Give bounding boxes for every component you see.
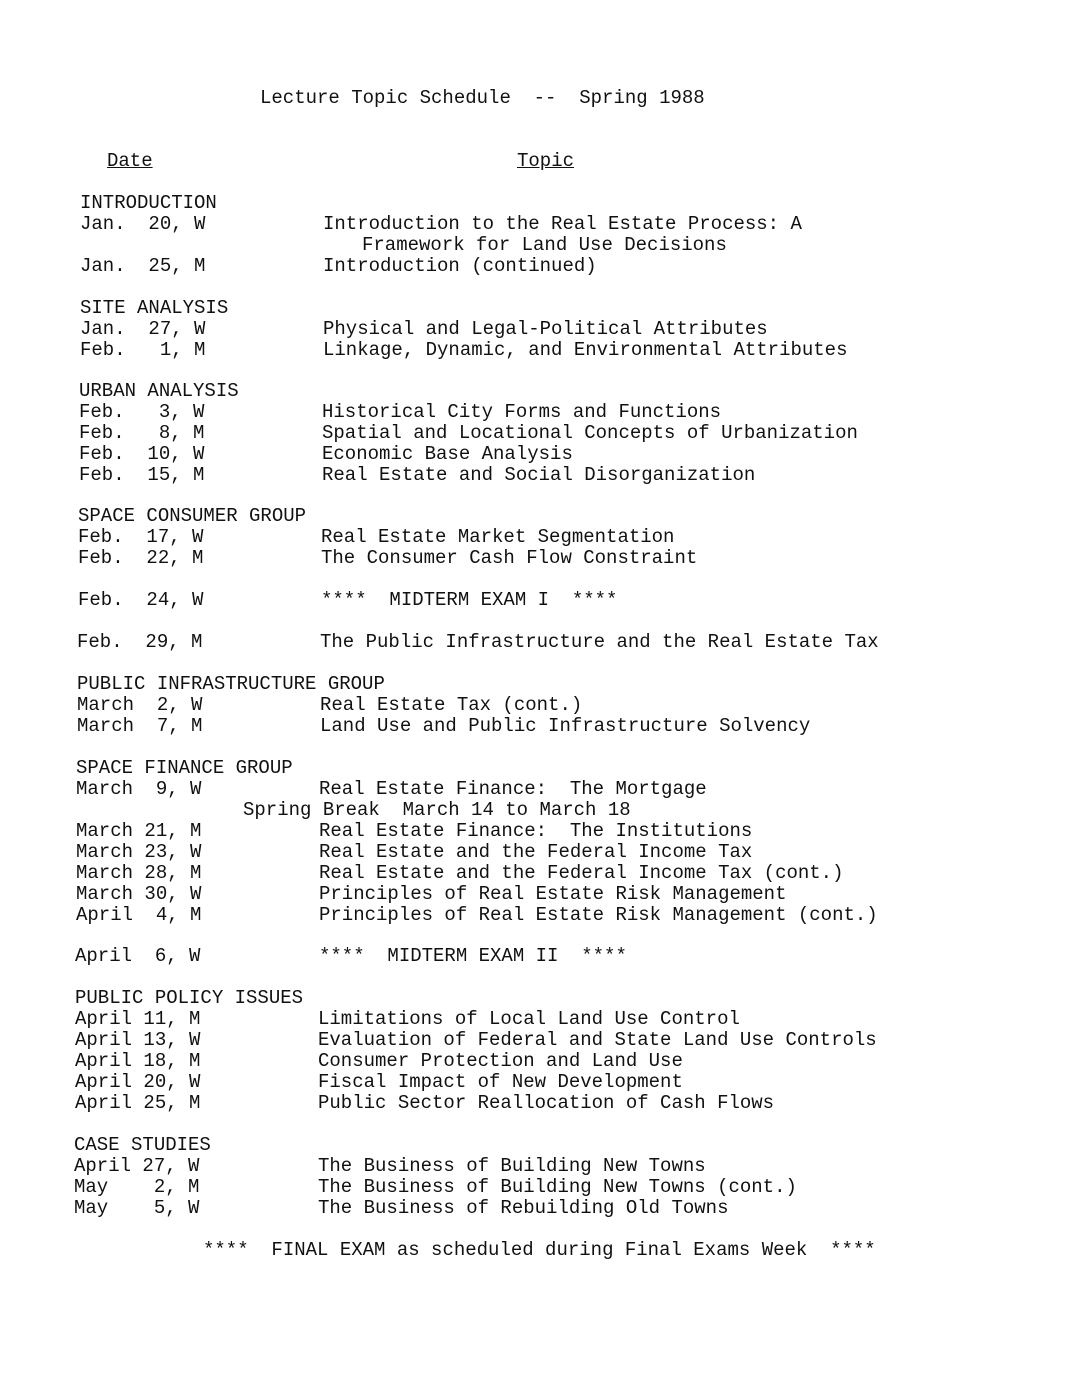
schedule-date: Feb. 10, W xyxy=(79,443,205,465)
schedule-date: April 6, W xyxy=(75,945,201,967)
schedule-topic: The Consumer Cash Flow Constraint xyxy=(321,547,698,569)
midterm-exam-notice: **** MIDTERM EXAM I **** xyxy=(321,589,618,611)
schedule-date: March 2, W xyxy=(77,694,203,716)
schedule-date: April 25, M xyxy=(75,1092,201,1114)
spring-break-notice: Spring Break March 14 to March 18 xyxy=(243,799,631,821)
section-heading-public-infrastructure-group: PUBLIC INFRASTRUCTURE GROUP xyxy=(77,673,385,695)
section-heading-public-policy-issues: PUBLIC POLICY ISSUES xyxy=(75,987,304,1009)
section-heading-introduction: INTRODUCTION xyxy=(80,192,217,214)
topic-column-header: Topic xyxy=(517,150,575,172)
schedule-date: Feb. 1, M xyxy=(80,339,206,361)
schedule-date: Jan. 25, M xyxy=(80,255,206,277)
schedule-topic: Real Estate Tax (cont.) xyxy=(320,694,583,716)
schedule-topic: Evaluation of Federal and State Land Use Controls xyxy=(318,1029,877,1051)
schedule-topic: Spatial and Locational Concepts of Urbanization xyxy=(322,422,858,444)
schedule-date: Feb. 29, M xyxy=(77,631,203,653)
schedule-date: Feb. 17, W xyxy=(78,526,204,548)
schedule-topic: Limitations of Local Land Use Control xyxy=(318,1008,740,1030)
page-title: Lecture Topic Schedule -- Spring 1988 xyxy=(260,87,705,109)
schedule-topic: Fiscal Impact of New Development xyxy=(318,1071,683,1093)
schedule-topic: Principles of Real Estate Risk Management xyxy=(319,883,787,905)
schedule-date: Jan. 20, W xyxy=(80,213,206,235)
schedule-topic: Historical City Forms and Functions xyxy=(322,401,722,423)
schedule-date: March 30, W xyxy=(76,883,202,905)
section-heading-space-consumer-group: SPACE CONSUMER GROUP xyxy=(78,505,307,527)
schedule-topic: Introduction to the Real Estate Process: A xyxy=(323,213,802,235)
schedule-topic: Physical and Legal-Political Attributes xyxy=(323,318,768,340)
schedule-topic: Real Estate Market Segmentation xyxy=(321,526,675,548)
schedule-topic: Real Estate Finance: The Mortgage xyxy=(319,778,707,800)
schedule-topic: Introduction (continued) xyxy=(323,255,597,277)
schedule-date: March 28, M xyxy=(76,862,202,884)
schedule-topic: Real Estate and the Federal Income Tax (cont.) xyxy=(319,862,844,884)
schedule-date: April 13, W xyxy=(75,1029,201,1051)
schedule-date: March 21, M xyxy=(76,820,202,842)
schedule-topic: Economic Base Analysis xyxy=(322,443,573,465)
schedule-topic: Linkage, Dynamic, and Environmental Attributes xyxy=(323,339,848,361)
schedule-topic-continuation: Framework for Land Use Decisions xyxy=(362,234,727,256)
schedule-date: May 2, M xyxy=(74,1176,200,1198)
schedule-topic: Consumer Protection and Land Use xyxy=(318,1050,683,1072)
schedule-topic: The Public Infrastructure and the Real Estate Tax xyxy=(320,631,879,653)
schedule-date: March 9, W xyxy=(76,778,202,800)
final-exam-notice: **** FINAL EXAM as scheduled during Final Exams Week **** xyxy=(203,1239,876,1261)
schedule-topic: Land Use and Public Infrastructure Solvency xyxy=(320,715,811,737)
schedule-topic: Real Estate and the Federal Income Tax xyxy=(319,841,753,863)
schedule-date: March 7, M xyxy=(77,715,203,737)
schedule-topic: Real Estate Finance: The Institutions xyxy=(319,820,753,842)
schedule-date: Feb. 3, W xyxy=(79,401,205,423)
section-heading-urban-analysis: URBAN ANALYSIS xyxy=(79,380,239,402)
section-heading-site-analysis: SITE ANALYSIS xyxy=(80,297,229,319)
section-heading-case-studies: CASE STUDIES xyxy=(74,1134,211,1156)
schedule-topic: The Business of Rebuilding Old Towns xyxy=(318,1197,729,1219)
schedule-date: Feb. 22, M xyxy=(78,547,204,569)
schedule-date: April 18, M xyxy=(75,1050,201,1072)
schedule-date: April 4, M xyxy=(76,904,202,926)
schedule-date: Feb. 15, M xyxy=(79,464,205,486)
schedule-date: May 5, W xyxy=(74,1197,200,1219)
schedule-date: Feb. 24, W xyxy=(78,589,204,611)
schedule-topic: Real Estate and Social Disorganization xyxy=(322,464,756,486)
schedule-topic: The Business of Building New Towns (cont.) xyxy=(318,1176,797,1198)
section-heading-space-finance-group: SPACE FINANCE GROUP xyxy=(76,757,293,779)
schedule-date: March 23, W xyxy=(76,841,202,863)
schedule-topic: Principles of Real Estate Risk Management (cont.) xyxy=(319,904,878,926)
schedule-topic: Public Sector Reallocation of Cash Flows xyxy=(318,1092,775,1114)
date-column-header: Date xyxy=(107,150,153,172)
schedule-date: April 20, W xyxy=(75,1071,201,1093)
schedule-date: April 27, W xyxy=(74,1155,200,1177)
schedule-topic: The Business of Building New Towns xyxy=(318,1155,706,1177)
schedule-date: Jan. 27, W xyxy=(80,318,206,340)
schedule-date: April 11, M xyxy=(75,1008,201,1030)
schedule-date: Feb. 8, M xyxy=(79,422,205,444)
midterm-exam-notice: **** MIDTERM EXAM II **** xyxy=(319,945,627,967)
